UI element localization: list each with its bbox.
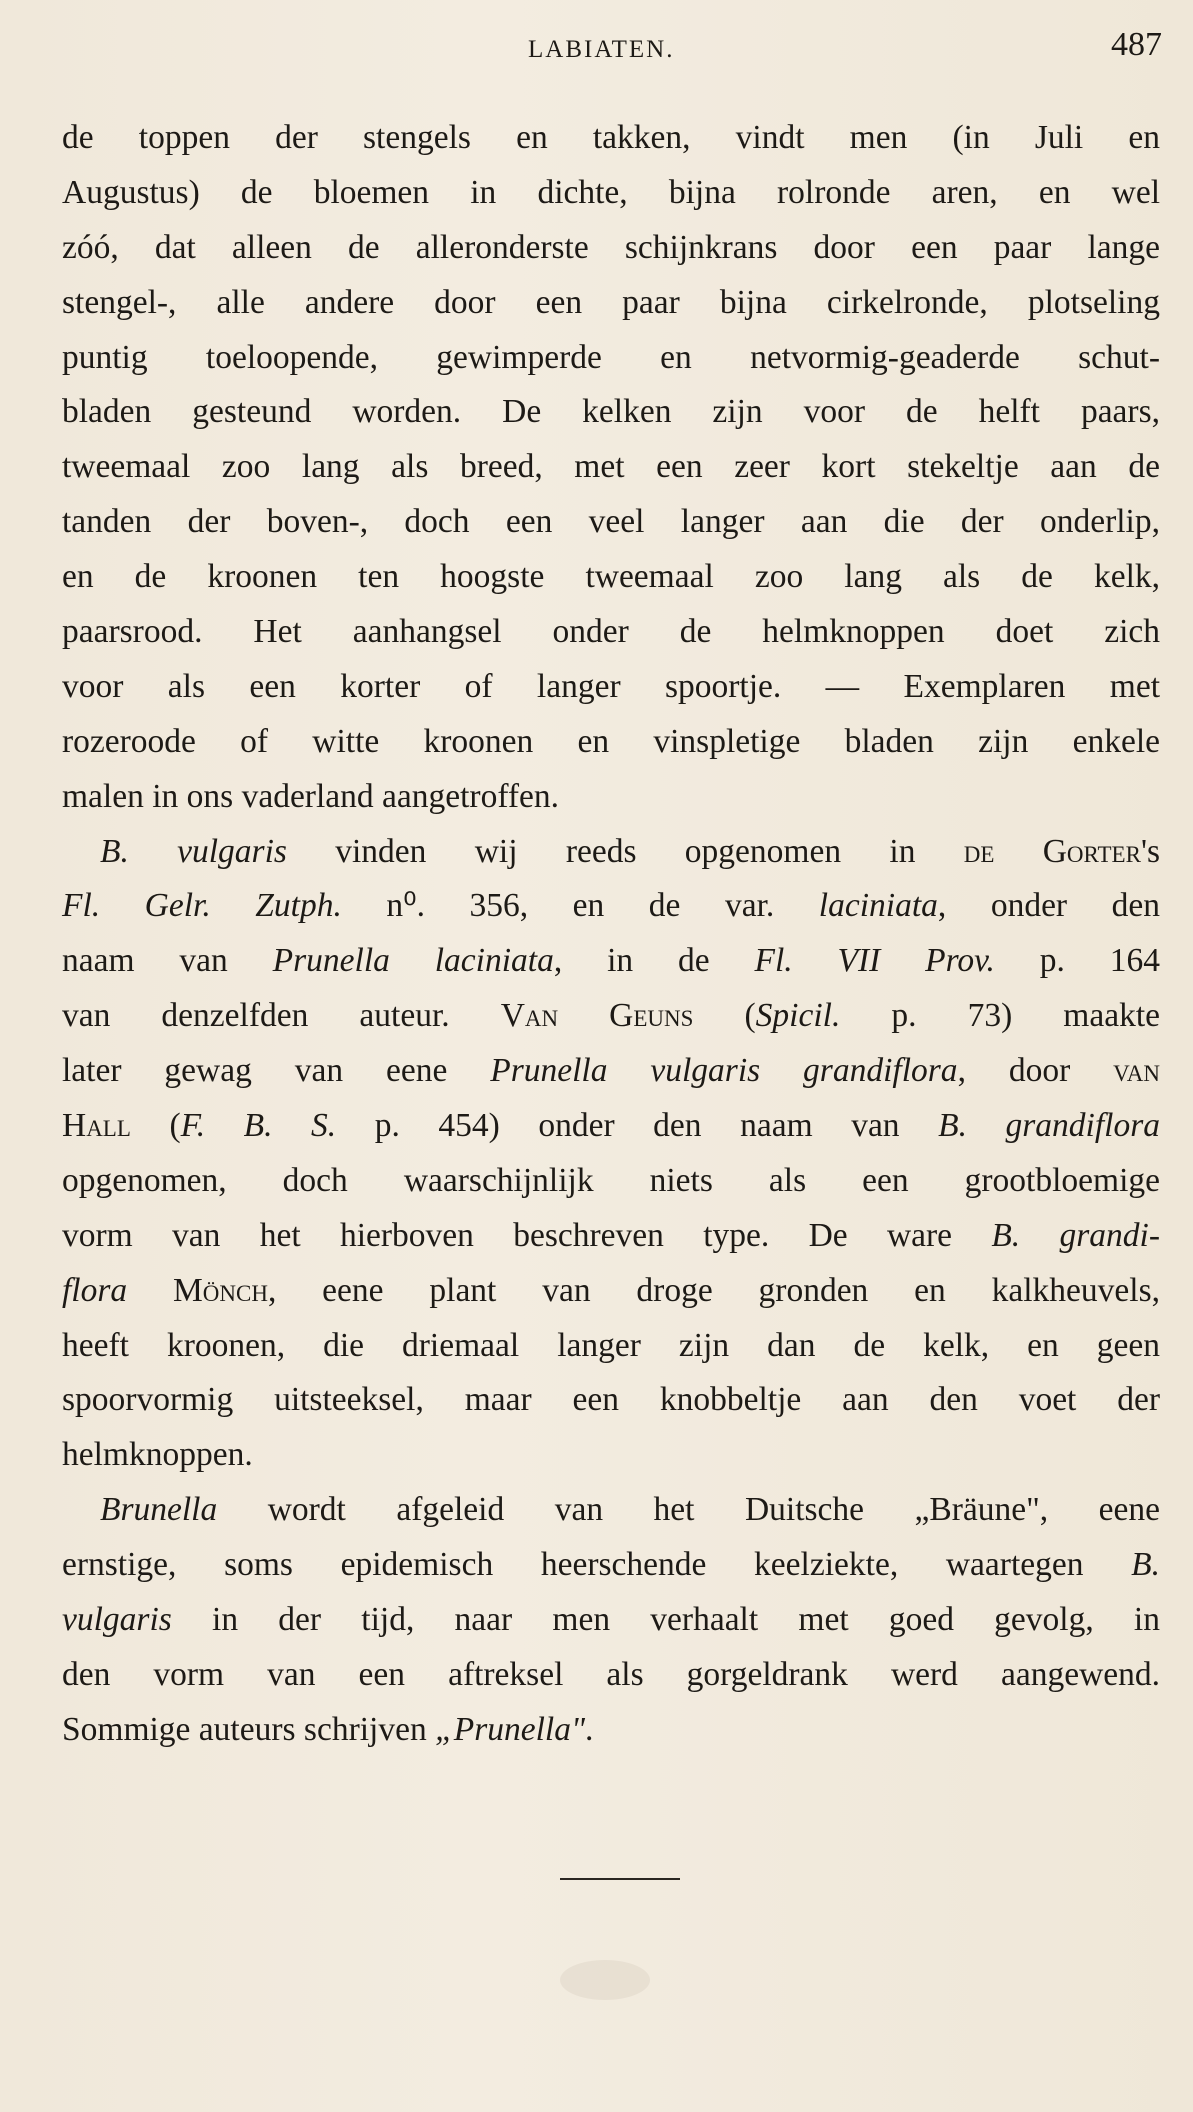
text-run: p. 454) onder den naam van: [336, 1107, 939, 1145]
text-run: , in de: [553, 942, 755, 980]
paragraph-description: [62, 111, 1160, 825]
taxon-name: laciniata: [818, 887, 938, 925]
text-run: vorm van het hierboven beschreven type. De ware: [62, 1216, 992, 1254]
text-line: [62, 1209, 1160, 1264]
text-line: heeft kroonen, die driemaal langer zijn dan de kelk, en geen: [62, 1326, 1160, 1364]
text-run: wordt afgeleid van het Duitsche „Bräune", eene: [217, 1491, 1160, 1529]
text-run: (: [130, 1107, 181, 1145]
taxon-name: „Prunella": [435, 1710, 586, 1748]
text-line: [62, 1264, 1160, 1319]
page-number: 487: [1111, 26, 1162, 63]
text-line: spoorvormig uitsteeksel, maar een knobbeltje aan den voet der: [62, 1381, 1160, 1419]
work-title: Fl. Gelr. Zutph.: [62, 887, 342, 925]
text-line: opgenomen, doch waarschijnlijk niets als een grootbloemige: [62, 1161, 1160, 1199]
work-title: Spicil.: [755, 997, 841, 1035]
text-line: [62, 1044, 1160, 1099]
text-line: [62, 1538, 1160, 1593]
text-run: later gewag van eene: [62, 1052, 491, 1090]
taxon-name: Prunella laciniata: [272, 942, 554, 980]
text-run: , onder den: [937, 887, 1160, 925]
text-run: p. 73) maakte: [840, 997, 1160, 1035]
text-line: rozeroode of witte kroonen en vinspletige bladen zijn enkele: [62, 722, 1160, 760]
running-head: LABIATEN.: [528, 36, 675, 63]
paragraph-synonymy: [62, 825, 1160, 1484]
text-line: bladen gesteund worden. De kelken zijn voor de helft paars,: [62, 393, 1160, 431]
text-line: en de kroonen ten hoogste tweemaal zoo lang als de kelk,: [62, 558, 1160, 596]
text-line: [62, 1099, 1160, 1154]
text-line: [62, 989, 1160, 1044]
text-run: (: [693, 997, 756, 1035]
text-run: in der tijd, naar men verhaalt met goed gevolg, in: [171, 1601, 1160, 1639]
taxon-name: Brunella: [100, 1491, 218, 1529]
text-line: stengel-, alle andere door een paar bijna cirkelronde, plotseling: [62, 283, 1160, 321]
work-title: Fl. VII Prov.: [754, 942, 995, 980]
text-line: [62, 934, 1160, 989]
text-line: den vorm van een aftreksel als gorgeldrank werd aangewend.: [62, 1655, 1160, 1693]
text-run: p. 164: [994, 942, 1160, 980]
author-name: Hall: [62, 1107, 131, 1145]
text-line: voor als een korter of langer spoortje. — Exemplaren met: [62, 667, 1160, 705]
text-run: , door: [957, 1052, 1114, 1090]
text-line: de toppen der stengels en takken, vindt men (in Juli en: [62, 119, 1160, 156]
text-run: naam van: [62, 942, 273, 980]
text-line: puntig toeloopende, gewimperde en netvormig-geaderde schut-: [62, 338, 1160, 376]
text-line: [62, 1593, 1160, 1648]
text-line: [62, 879, 1160, 934]
text-line: helmknoppen.: [62, 1436, 253, 1474]
taxon-name: flora: [62, 1271, 128, 1309]
text-run: .: [585, 1710, 594, 1748]
text-line: tweemaal zoo lang als breed, met een zeer kort stekeltje aan de: [62, 448, 1160, 486]
text-run: n⁰. 356, en de var.: [341, 887, 819, 925]
taxon-name: B. grandiflora: [938, 1107, 1160, 1145]
page-header: [62, 26, 1162, 76]
text-run: [127, 1272, 173, 1309]
taxon-name: B. grandi-: [991, 1216, 1160, 1254]
text-run: ernstige, soms epidemisch heerschende keelziekte, waartegen: [62, 1546, 1132, 1584]
text-run: , eene plant van droge gronden en kalkheuvels,: [267, 1271, 1160, 1309]
paragraph-etymology: [62, 1483, 1160, 1757]
work-title: F. B. S.: [180, 1107, 337, 1145]
text-line: zóó, dat alleen de alleronderste schijnkrans door een paar lange: [62, 228, 1160, 266]
text-line: paarsrood. Het aanhangsel onder de helmknoppen doet zich: [62, 613, 1160, 651]
paper-stain: [560, 1960, 650, 2000]
author-name: van: [1113, 1052, 1160, 1090]
taxon-name: Prunella vulgaris grandiflora: [490, 1052, 958, 1090]
author-name: de Gorter: [963, 832, 1141, 870]
text-line: [62, 1483, 1160, 1538]
section-divider-rule: [560, 1878, 680, 1880]
author-name: Mönch: [173, 1271, 268, 1309]
text-run: vinden wij reeds opgenomen in: [286, 832, 964, 870]
text-line: Augustus) de bloemen in dichte, bijna rolronde aren, en wel: [62, 173, 1160, 211]
text-line: [62, 1703, 1160, 1758]
taxon-name: vulgaris: [62, 1601, 172, 1639]
taxon-name: B. vulgaris: [100, 832, 287, 870]
taxon-name: B.: [1131, 1546, 1160, 1584]
text-line: [62, 825, 1160, 880]
body-text: [62, 111, 1160, 1758]
text-run: Sommige auteurs schrijven: [62, 1710, 436, 1748]
text-run: 's: [1140, 832, 1161, 870]
text-run: van denzelfden auteur.: [62, 997, 501, 1035]
author-name: Van Geuns: [500, 997, 694, 1035]
text-line: malen in ons vaderland aangetroffen.: [62, 777, 560, 815]
text-line: tanden der boven-, doch een veel langer aan die der onderlip,: [62, 503, 1160, 541]
